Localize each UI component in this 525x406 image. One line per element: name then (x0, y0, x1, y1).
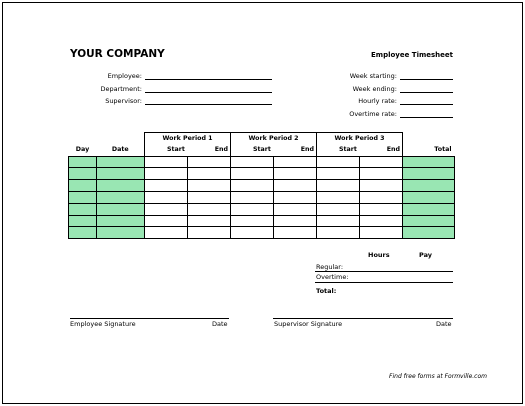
work-period-3-header: Work Period 3 (317, 133, 403, 145)
total-label: Total: (316, 287, 337, 295)
time-cell[interactable] (360, 203, 403, 215)
date-cell[interactable] (97, 156, 145, 168)
time-cell[interactable] (317, 180, 360, 192)
day-cell[interactable] (69, 168, 97, 180)
date-header: Date (111, 146, 129, 154)
time-cell[interactable] (274, 191, 317, 203)
day-cell[interactable] (69, 227, 97, 239)
total-cell[interactable] (403, 180, 455, 192)
table-row (69, 191, 455, 203)
employee-signature-label: Employee Signature (70, 320, 136, 328)
time-cell[interactable] (145, 203, 188, 215)
supervisor-signature-line[interactable] (273, 318, 453, 319)
date-cell[interactable] (97, 227, 145, 239)
time-cell[interactable] (231, 180, 274, 192)
time-cell[interactable] (188, 227, 231, 239)
timesheet-table (68, 132, 455, 239)
total-cell[interactable] (403, 215, 455, 227)
employee-signature-line[interactable] (70, 318, 229, 319)
day-cell[interactable] (69, 215, 97, 227)
time-cell[interactable] (317, 215, 360, 227)
time-cell[interactable] (360, 227, 403, 239)
day-header: Day (75, 146, 90, 154)
time-cell[interactable] (317, 168, 360, 180)
end-header-2: End (274, 144, 317, 156)
date-cell[interactable] (97, 191, 145, 203)
time-cell[interactable] (360, 156, 403, 168)
supervisor-field[interactable] (145, 98, 272, 105)
supervisor-label: Supervisor: (105, 97, 142, 105)
time-cell[interactable] (231, 227, 274, 239)
time-cell[interactable] (317, 227, 360, 239)
end-header-3: End (360, 144, 403, 156)
document-title: Employee Timesheet (371, 51, 453, 59)
hours-header: Hours (368, 251, 390, 259)
time-cell[interactable] (231, 168, 274, 180)
start-header-2: Start (253, 146, 271, 154)
start-header-1: Start (145, 144, 188, 156)
supervisor-date-label: Date (436, 320, 452, 328)
supervisor-signature-label: Supervisor Signature (274, 320, 343, 328)
time-cell[interactable] (188, 191, 231, 203)
company-name: YOUR COMPANY (70, 48, 165, 60)
week-ending-label: Week ending: (352, 85, 397, 93)
time-cell[interactable] (145, 227, 188, 239)
time-cell[interactable] (274, 215, 317, 227)
table-row (69, 203, 455, 215)
table-row (69, 227, 455, 239)
week-ending-field[interactable] (400, 86, 453, 93)
time-cell[interactable] (188, 203, 231, 215)
overtime-rate-field[interactable] (400, 111, 453, 118)
total-cell[interactable] (403, 203, 455, 215)
employee-field[interactable] (145, 73, 272, 80)
date-cell[interactable] (97, 180, 145, 192)
overtime-rate-label: Overtime rate: (349, 110, 397, 118)
time-cell[interactable] (231, 191, 274, 203)
time-cell[interactable] (231, 156, 274, 168)
end-header-1: End (188, 144, 231, 156)
table-row (69, 180, 455, 192)
time-cell[interactable] (317, 191, 360, 203)
time-cell[interactable] (231, 215, 274, 227)
time-cell[interactable] (274, 203, 317, 215)
overtime-line[interactable] (315, 282, 453, 283)
employee-label: Employee: (107, 72, 142, 80)
day-cell[interactable] (69, 191, 97, 203)
footer-text: Find free forms at Formville.com (389, 373, 487, 380)
total-cell[interactable] (403, 227, 455, 239)
time-cell[interactable] (274, 227, 317, 239)
employee-date-label: Date (212, 320, 228, 328)
day-cell[interactable] (69, 156, 97, 168)
time-cell[interactable] (188, 156, 231, 168)
time-cell[interactable] (145, 215, 188, 227)
table-row (69, 156, 455, 168)
time-cell[interactable] (188, 168, 231, 180)
time-cell[interactable] (145, 191, 188, 203)
time-cell[interactable] (360, 215, 403, 227)
time-cell[interactable] (317, 203, 360, 215)
time-cell[interactable] (145, 180, 188, 192)
hourly-rate-label: Hourly rate: (358, 97, 397, 105)
day-cell[interactable] (69, 180, 97, 192)
time-cell[interactable] (360, 191, 403, 203)
day-cell[interactable] (69, 203, 97, 215)
total-cell[interactable] (403, 191, 455, 203)
table-row (69, 215, 455, 227)
pay-header: Pay (419, 251, 433, 259)
regular-label: Regular: (316, 263, 344, 271)
start-header-3: Start (339, 146, 357, 154)
time-cell[interactable] (360, 180, 403, 192)
time-cell[interactable] (317, 156, 360, 168)
hourly-rate-field[interactable] (400, 98, 453, 105)
week-starting-label: Week starting: (349, 72, 397, 80)
date-cell[interactable] (97, 203, 145, 215)
time-cell[interactable] (231, 203, 274, 215)
total-header: Total (434, 146, 452, 154)
department-field[interactable] (145, 86, 272, 93)
week-starting-field[interactable] (400, 73, 453, 80)
time-cell[interactable] (274, 156, 317, 168)
time-cell[interactable] (274, 180, 317, 192)
regular-line[interactable] (315, 271, 453, 272)
time-cell[interactable] (145, 168, 188, 180)
time-cell[interactable] (188, 180, 231, 192)
work-period-1-header: Work Period 1 (145, 133, 231, 145)
time-cell[interactable] (145, 156, 188, 168)
work-period-2-header: Work Period 2 (231, 133, 317, 145)
time-cell[interactable] (360, 168, 403, 180)
date-cell[interactable] (97, 215, 145, 227)
time-cell[interactable] (188, 215, 231, 227)
date-cell[interactable] (97, 168, 145, 180)
overtime-label: Overtime: (316, 273, 349, 281)
department-label: Department: (100, 85, 142, 93)
table-row (69, 168, 455, 180)
total-cell[interactable] (403, 168, 455, 180)
time-cell[interactable] (274, 168, 317, 180)
total-cell[interactable] (403, 156, 455, 168)
